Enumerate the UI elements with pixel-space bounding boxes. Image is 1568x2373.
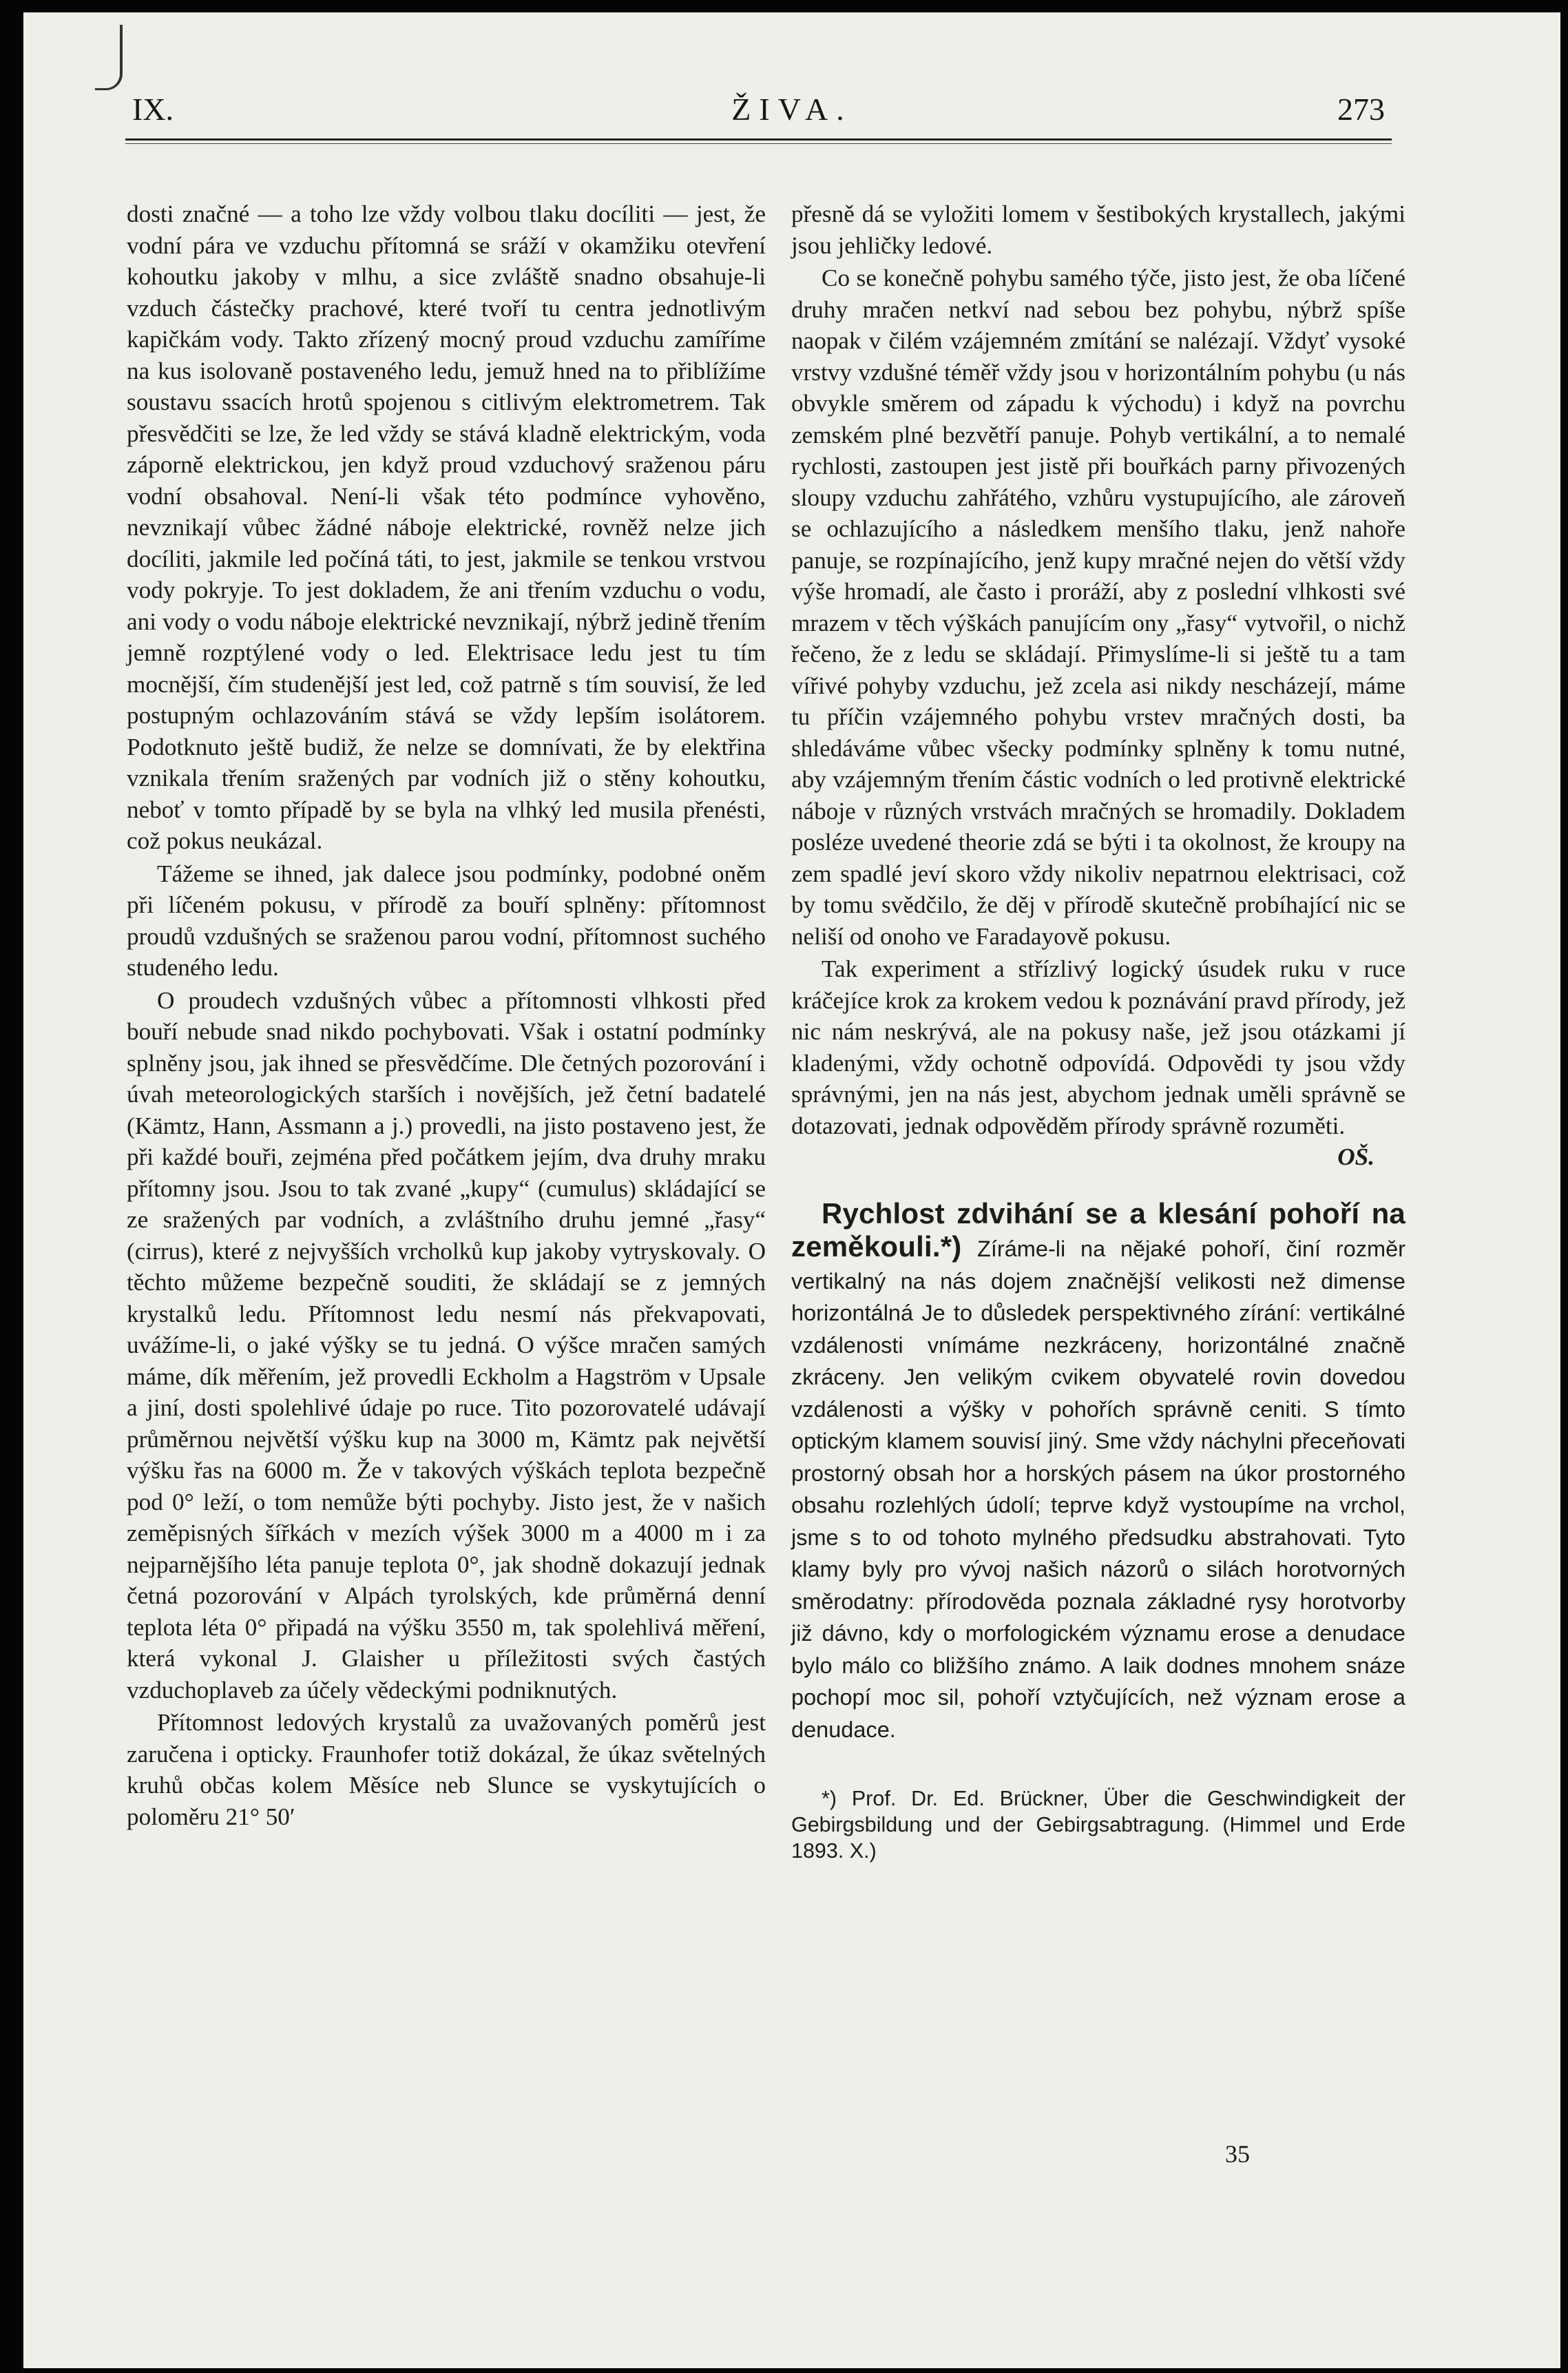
footnote: *) Prof. Dr. Ed. Brückner, Über die Geschwindigkeit der Gebirgsbildung und der Gebirgsabtragung. (Himmel und Erde 1893. X.) bbox=[791, 1787, 1405, 1863]
article-title: Rychlost zdvihání se a klesání pohoří na zeměkouli.*) bbox=[791, 1196, 1405, 1263]
sheet-signature-number: 35 bbox=[1225, 2140, 1250, 2168]
paragraph: Co se konečně pohybu samého týče, jisto jest, že oba líčené druhy mračen netkví nad sebou bez pohybu, nýbrž spíše naopak v čilém vzájemném zmítání se nalézají. Vždyť vysoké vrstvy vzdušné téměř vždy jsou v horizontálním pohybu (u nás obvykle směrem od západu k východu) i když na povrchu zemském plné bezvětří panuje. Pohyb vertikální, a to nemalé rychlosti, zastoupen jest jistě při bouřkách parny přivozených sloupy vzduchu zahřátého, vzhůru vystupujícího, ale zároveň se ochlazujícího a následkem menšího tlaku, jenž nahoře panuje, se rozpínajícího, jenž kupy mračné nejen do větší vždy výše hromadí, ale často i proráží, aby z poslední vlhkosti své mrazem v těch výškách panujícím ony „řasy“ vytvořil, o nichž řečeno, že z ledu se skládají. Přimyslíme-li si ještě tu a tam vířivé pohyby vzduchu, jež zcela asi nikdy nescházejí, máme tu příčin vzájemného pohybu vrstev mračných dosti, ba shledáváme vůbec všecky podmínky splněny k tomu nutné, aby vzájemným třením částic vodních o led protivně elektrické náboje v různých vrstvách mračných se hromadily. Dokladem posléze uvedené theorie zdá se býti i ta okolnost, že kroupy na zem spadlé jeví skoro vždy nikoliv nepatrnou elektrisaci, což by tomu svědčilo, že děj v přírodě skutečně probíhající nic se neliší od onoho ve Faradayově pokusu. bbox=[791, 265, 1405, 950]
page-corner-mark bbox=[95, 25, 123, 90]
page-number: 273 bbox=[1337, 92, 1385, 127]
running-title: ŽIVA. bbox=[731, 92, 853, 127]
author-signature bbox=[791, 1141, 1405, 1173]
paragraph: O proudech vzdušných vůbec a přítomnosti vlhkosti před bouří nebude snad nikdo pochybovati. Však i ostatní podmínky splněny jsou, jak ihned se přesvědčíme. Dle četných pozorování i úvah meteorologických starších i novějších, jež četní badatelé (Kämtz, Hann, Assmann a j.) provedli, na jisto postaveno jest, že při každé bouři, zejména před počátkem jejím, dva druhy mraku přítomny jsou. Jsou to tak zvané „kupy“ (cumulus) skládající se ze sražených par vodních, a zvláštního druhu jemné „řasy“ (cirrus), které z nejvyšších vrcholků kup jakoby vytryskovaly. O těchto můžeme bezpečně souditi, že skládají se z jemných krystalků ledu. Přítomnost ledu nesmí nás překvapovati, uvážíme-li, o jaké výšky se tu jedná. O výšce mračen samých máme, dík měřením, jež provedli Eckholm a Hagström v Upsale a jiní, dosti spolehlivé údaje po ruce. Tito pozorovatelé udávají průměrnou největší výšku kup na 3000 m, Kämtz pak největší výšku řas na 6000 m. Že v takových výškách teplota bezpečně pod 0° leží, o tom nemůže býti pochyby. Jisto jest, že v našich zeměpisných šířkách v mezích výšek 3000 m a 4000 m i za nejparnějšího léta panuje teplota 0°, jak shodně dokazují jednak četná pozorování v Alpách tyrolských, kde průměrná denní teplota léta 0° připadá na výšku 3550 m, tak spolehlivá měření, která vykonal J. Glaisher u příležitosti svých častých vzduchoplaveb za účely vědeckými podniknutých. bbox=[127, 986, 766, 1703]
article-body: Zíráme-li na nějaké pohoří, činí rozměr vertikalný na nás dojem značnější velikosti než dimense horizontálná Je to důsledek perspektivného zírání: vertikálné vzdálenosti vnímáme nezkráceny, horizontálné značně zkráceny. Jen velikým cvikem obyvatelé rovin dovedou vzdálenosti a výšky v pohořích správně ceniti. S tímto optickým klamem souvisí jiný. Sme vždy náchylni přeceňovati prostorný obsah hor a horských pásem na úkor prostorného obsahu rozlehlých údolí; teprve když vystoupíme na vrchol, jsme s to od tohoto mylného předsudku abstrahovati. Tyto klamy byly pro vývoj našich názorů o silách horotvorných směrodatny: přírodověda poznala základné rysy horotvorby již dávno, kdy o morfologickém významu erose a denudace bylo málo co bližšího známo. A laik dodnes mnohem snáze pochopí moc sil, pohoří vztyčujících, než význam erose a denudace. bbox=[791, 1236, 1405, 1742]
header-rule bbox=[125, 138, 1392, 141]
paragraph: Tak experiment a střízlivý logický úsudek ruku v ruce kráčejíce krok za krokem vedou k poznávání pravd přírody, jež nic nám neskrývá, ale na pokusy naše, jež jsou otázkami jí kladenými, vždy ochotně odpovídá. Odpovědi ty jsou vždy správnými, jen na nás jest, abychom jednak uměli správně se dotazovati, jednak odpověděm přírody správně rozuměti. bbox=[791, 955, 1405, 1139]
article-heading bbox=[791, 1198, 1405, 1746]
paragraph: přesně dá se vyložiti lomem v šestibokých krystallech, jakými jsou jehličky ledové. bbox=[791, 200, 1405, 259]
paragraph: Přítomnost ledových krystalů za uvažovaných poměrů jest zaručena i opticky. Fraunhofer totiž dokázal, že úkaz světelných kruhů občas kolem Měsíce neb Slunce se vyskytujících o poloměru 21° 50′ bbox=[127, 1709, 766, 1830]
volume-number: IX. bbox=[132, 92, 174, 127]
right-column bbox=[791, 198, 1405, 1864]
journal-page bbox=[23, 12, 1560, 2368]
header-rule-thin bbox=[125, 143, 1392, 144]
author-initials: OŠ. bbox=[1337, 1143, 1374, 1170]
left-column bbox=[127, 198, 766, 1832]
paragraph: dosti značné — a toho lze vždy volbou tlaku docíliti — jest, že vodní pára ve vzduchu přítomná se sráží v okamžiku otevření kohoutku jakoby v mlhu, a sice zvláště snadno obsahuje-li vzduch částečky prachové, které tvoří tu centra jednotlivým kapičkám vody. Takto zřízený mocný proud vzduchu zamíříme na kus isolovaně postaveného ledu, jemuž hned na to přiblížíme soustavu ssacích hrotů spojenou s citlivým elektrometrem. Tak přesvědčiti se lze, že led vždy se stává kladně elektrickým, voda záporně elektrickou, jen když proud vzduchový sraženou páru vodní obsahoval. Není-li však této podmínce vyhověno, nevznikají vůbec žádné náboje elektrické, rovněž nelze jich docíliti, jakmile led počíná táti, to jest, jakmile se tenkou vrstvou vody pokryje. To jest dokladem, že ani třením vzduchu o vodu, ani vody o vodu náboje elektrické nevznikají, nýbrž jedině třením jemně rozptýlené vody o led. Elektrisace ledu jest tu tím mocnější, čím studenější jest led, což patrně s tím souvisí, že led postupným ochlazováním stává se vždy lepším isolátorem. Podotknuto ještě budiž, že nelze se domnívati, že by elektřina vznikala třením sražených par vodních již o stěny kohoutku, neboť v tomto případě by se byla na vlhký led musila přenésti, což pokus neukázal. bbox=[127, 200, 766, 854]
paragraph: Tážeme se ihned, jak dalece jsou podmínky, podobné oněm při líčeném pokusu, v přírodě za bouří splněny: přítomnost proudů vzdušných se sraženou parou vodní, přítomnost suchého studeného ledu. bbox=[127, 860, 766, 981]
